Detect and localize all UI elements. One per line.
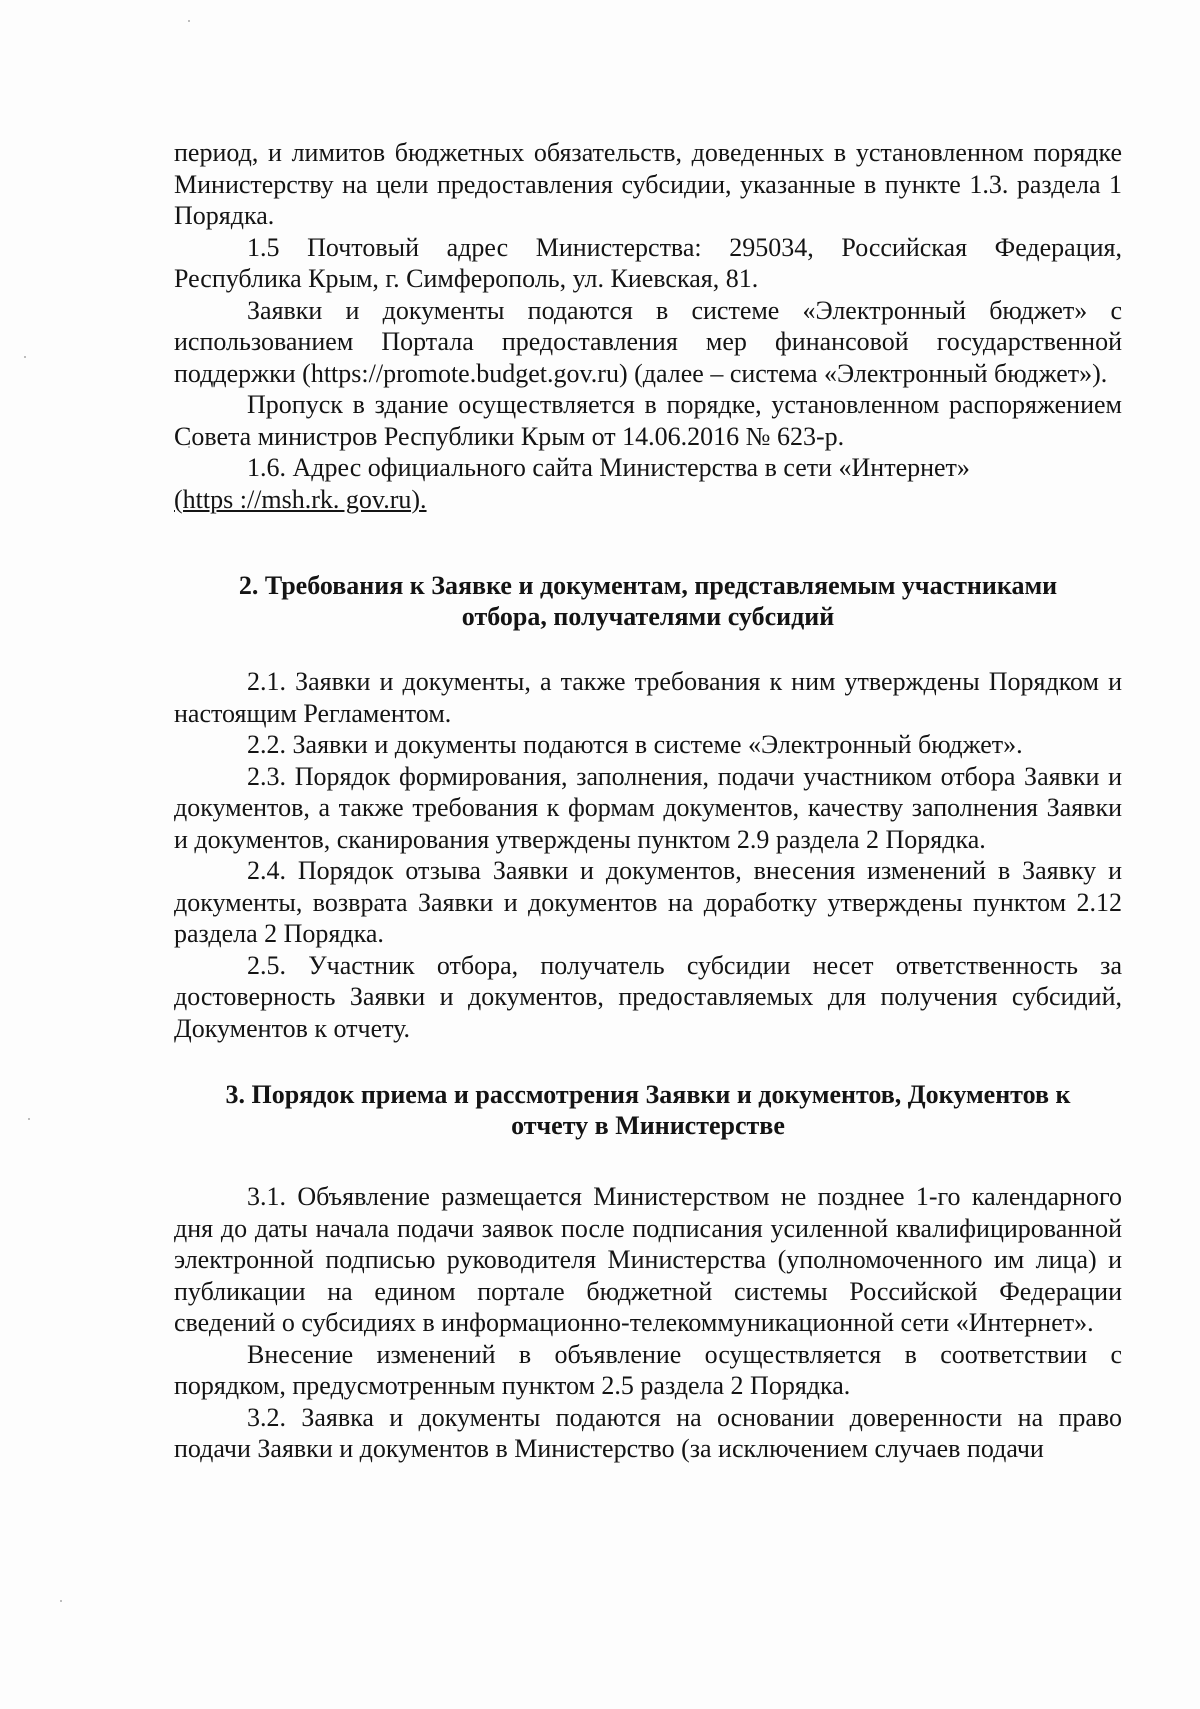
scan-speck	[188, 20, 190, 22]
scan-speck	[28, 1118, 30, 1120]
spacer	[174, 1141, 1122, 1181]
section-2-heading	[174, 570, 1122, 632]
spacer	[174, 1044, 1122, 1079]
scan-speck	[60, 1600, 62, 1602]
section-3-heading-line1: 3. Порядок приема и рассмотрения Заявки и документов, Документов к	[225, 1080, 1071, 1109]
document-body	[174, 137, 1122, 1465]
spacer	[174, 632, 1122, 666]
section-3-heading-line2: отчету в Министерстве	[511, 1111, 785, 1140]
spacer	[174, 515, 1122, 570]
paragraph-2-5: 2.5. Участник отбора, получатель субсидии несет ответственность за достоверность Заявки и документов, предоставляемых для получения субсидий, Документов к отчету.	[174, 950, 1122, 1043]
paragraph-official-site: 1.6. Адрес официального сайта Министерства в сети «Интернет»	[247, 453, 970, 482]
paragraph-2-4: 2.4. Порядок отзыва Заявки и документов, внесения изменений в Заявку и документы, возврата Заявки и документов на доработку утверждены пунктом 2.12 раздела 2 Порядка.	[174, 856, 1122, 948]
paragraph-postal-address: 1.5 Почтовый адрес Министерства: 295034, Российская Федерация, Республика Крым, г. Симферополь, ул. Киевская, 81.	[174, 232, 1122, 293]
paragraph-electronic-budget: Заявки и документы подаются в системе «Электронный бюджет» с использованием Портала предоставления мер финансовой государственной поддержки (https://promote.budget.gov.ru) (далее – система «Электронный бюджет»).	[174, 295, 1122, 388]
paragraph-3-2: 3.2. Заявка и документы подаются на основании доверенности на право подачи Заявки и документов в Министерство (за исключением случаев подачи	[174, 1402, 1122, 1463]
section-3-heading	[174, 1079, 1122, 1141]
paragraph-3-1: 3.1. Объявление размещается Министерством не позднее 1-го календарного дня до даты начала подачи заявок после подписания усиленной квалифицированной электронной подписью руководителя Министерства (уполномоченного им лица) и публикации на едином портале бюджетной системы Российской Федерации сведений о субсидиях в информационно-телекоммуникационной сети «Интернет».	[174, 1182, 1122, 1337]
section-2-heading-line2: отбора, получателями субсидий	[461, 602, 835, 631]
paragraph-3-1-changes: Внесение изменений в объявление осуществляется в соответствии с порядком, предусмотренным пунктом 2.5 раздела 2 Порядка.	[174, 1339, 1122, 1400]
paragraph-2-2: 2.2. Заявки и документы подаются в системе «Электронный бюджет».	[247, 730, 1023, 759]
site-link[interactable]: (https ://msh.rk. gov.ru).	[174, 484, 427, 514]
paragraph-2-3: 2.3. Порядок формирования, заполнения, подачи участником отбора Заявки и документов, а также требования к формам документов, качеству заполнения Заявки и документов, сканирования утверждены пунктом 2.9 раздела 2 Порядка.	[174, 761, 1122, 854]
paragraph-building-access: Пропуск в здание осуществляется в порядке, установленном распоряжением Совета министров Республики Крым от 14.06.2016 № 623-р.	[174, 390, 1122, 451]
section-2-heading-line1: 2. Требования к Заявке и документам, представляемым участниками	[238, 571, 1058, 600]
paragraph-continuation: период, и лимитов бюджетных обязательств, доведенных в установленном порядке Министерству на цели предоставления субсидии, указанные в пункте 1.3. раздела 1 Порядка.	[174, 138, 1122, 230]
paragraph-2-1: 2.1. Заявки и документы, а также требования к ним утверждены Порядком и настоящим Регламентом.	[174, 667, 1122, 728]
paragraph-site-link	[174, 484, 1122, 516]
scan-speck	[24, 356, 26, 358]
